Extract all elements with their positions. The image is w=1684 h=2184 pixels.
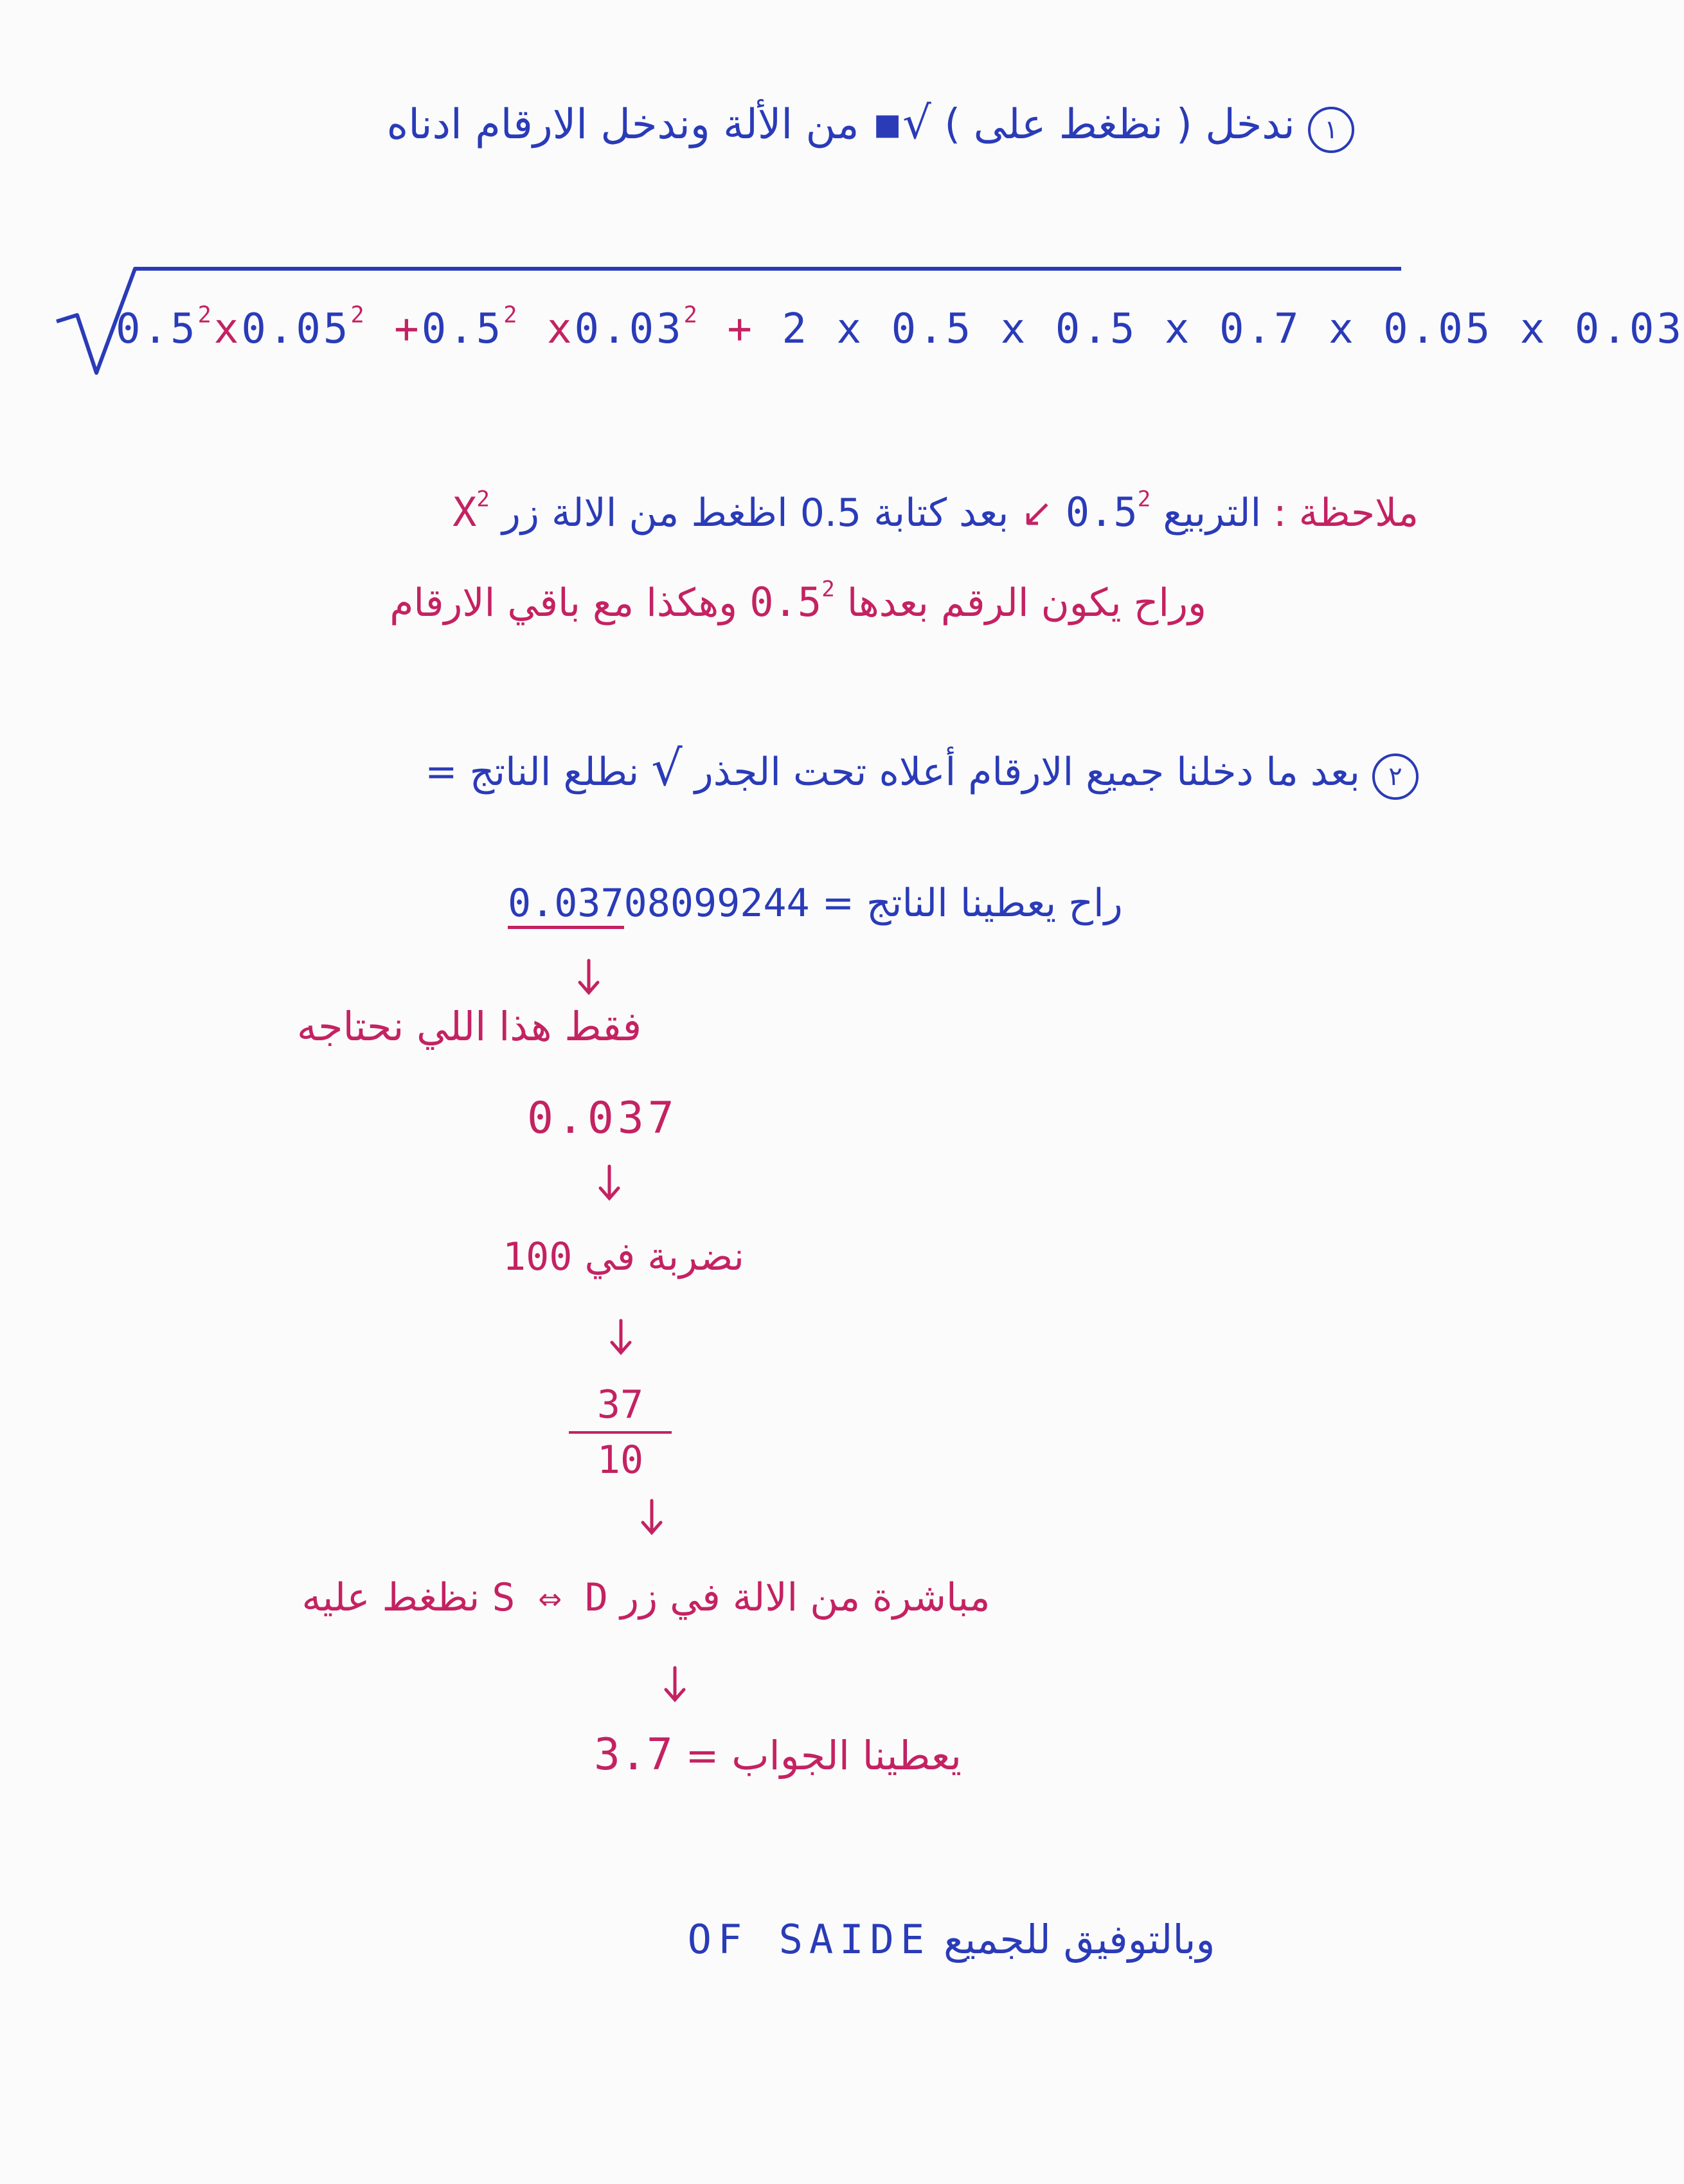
result-value-prefix: 0.037 bbox=[508, 881, 624, 929]
note-value-sup: 2 bbox=[1137, 486, 1151, 512]
fraction bbox=[569, 1382, 672, 1483]
note-line-1 bbox=[133, 486, 1419, 536]
expression bbox=[116, 302, 1684, 353]
x-squared-sup: 2 bbox=[476, 486, 490, 512]
root-symbol-icon: √ bbox=[651, 739, 683, 797]
closing-text: وبالتوفيق للجميع bbox=[943, 1916, 1215, 1963]
left-arrow-icon: ↙ bbox=[1021, 491, 1053, 536]
step2-text: بعد ما دخلنا جميع الارقام أعلاه تحت الجذر bbox=[694, 750, 1360, 795]
result-label: راح يعطينا الناتج = bbox=[821, 881, 1123, 926]
term2-sup: 2 bbox=[350, 302, 367, 329]
direct-text: مباشرة من الالة في زر bbox=[620, 1575, 990, 1620]
direct-line bbox=[244, 1575, 1048, 1620]
term3-base: 0.5 bbox=[421, 305, 504, 353]
note-line2-text: وراح يكون الرقم بعدها bbox=[846, 581, 1206, 626]
product-term: 2 x 0.5 x 0.5 x 0.7 x 0.05 x 0.03 bbox=[782, 305, 1684, 353]
result-line bbox=[508, 881, 1343, 926]
note-text2: بعد كتابة 0.5 اظغط من الالة زر bbox=[502, 491, 1009, 536]
note-label: ملاحظة : bbox=[1273, 491, 1419, 536]
term1-base: 0.5 bbox=[116, 305, 198, 353]
step2-line bbox=[101, 739, 1419, 800]
term3-mult: x bbox=[547, 305, 575, 353]
sqrt-key-icon: √▪ bbox=[872, 96, 931, 149]
multiply-text: نضربة في bbox=[584, 1234, 744, 1279]
closing-line bbox=[598, 1916, 1305, 1963]
truncated-value: 0.037 bbox=[527, 1093, 678, 1144]
down-arrow-icon-1 bbox=[576, 958, 602, 997]
fraction-denominator: 10 bbox=[596, 1438, 644, 1483]
plus-2: + bbox=[727, 305, 755, 353]
note-value: 0.5 bbox=[1065, 489, 1138, 536]
multiply-value: 100 bbox=[503, 1234, 573, 1279]
down-arrow-icon-4 bbox=[639, 1498, 665, 1537]
only-need-text bbox=[231, 1003, 707, 1050]
result-value-rest: 08099244 bbox=[623, 881, 810, 926]
multiply-line bbox=[476, 1234, 771, 1279]
plus-1: + bbox=[394, 305, 422, 353]
step2-marker: ٢ bbox=[1372, 754, 1419, 800]
direct-text2: نظغط عليه bbox=[301, 1575, 480, 1620]
answer-line bbox=[501, 1729, 1054, 1780]
fraction-bar bbox=[569, 1431, 672, 1434]
only-need-label: فقط هذا اللي نحتاجه bbox=[296, 1003, 642, 1050]
fraction-numerator: 37 bbox=[596, 1382, 644, 1427]
term1-sup: 2 bbox=[197, 302, 214, 329]
signature: OF SAIDE bbox=[687, 1916, 931, 1963]
term4-base: 0.03 bbox=[574, 305, 684, 353]
term2-base: 0.05 bbox=[241, 305, 351, 353]
step1-text2: من الألة وندخل الارقام ادناه bbox=[386, 101, 859, 149]
term3-sup: 2 bbox=[503, 302, 520, 329]
step1-text: ندخل ( نظغط على ) bbox=[944, 101, 1295, 149]
step2-text2: نطلع الناتج = bbox=[425, 750, 640, 795]
note-line2-text2: وهكذا مع باقي الارقام bbox=[390, 581, 738, 626]
note-line-2 bbox=[114, 576, 1206, 626]
note-line2-sup: 2 bbox=[821, 576, 835, 602]
note-text: التربيع bbox=[1163, 491, 1262, 536]
down-arrow-icon-2 bbox=[596, 1164, 622, 1202]
term4-sup: 2 bbox=[683, 302, 700, 329]
down-arrow-icon-3 bbox=[608, 1318, 634, 1357]
down-arrow-icon-5 bbox=[662, 1665, 688, 1704]
step1-marker: ١ bbox=[1308, 107, 1354, 153]
answer-label: يعطينا الجواب = bbox=[685, 1732, 962, 1779]
note-line2-value: 0.5 bbox=[749, 579, 822, 626]
step1-line bbox=[69, 96, 1354, 153]
sd-key: S ⇔ D bbox=[492, 1575, 609, 1620]
term1-mult: x bbox=[213, 305, 242, 353]
x-squared-key: X bbox=[452, 489, 477, 536]
answer-value: 3.7 bbox=[593, 1729, 673, 1780]
